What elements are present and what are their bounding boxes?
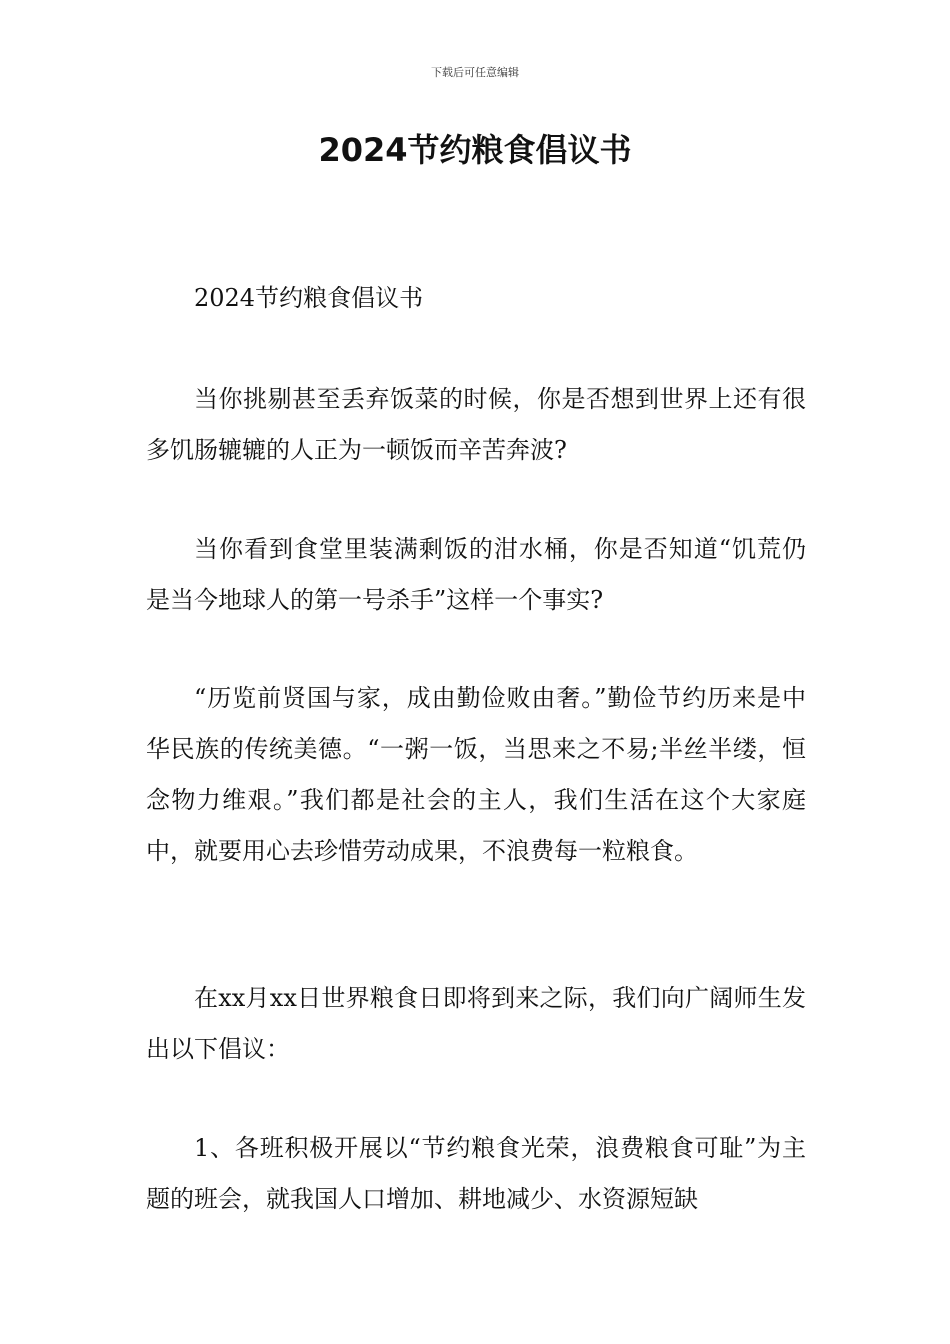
paragraph: 当你看到食堂里装满剩饭的泔水桶，你是否知道“饥荒仍是当今地球人的第一号杀手”这样一个事实? xyxy=(146,535,806,614)
paragraph-block-5 xyxy=(146,1123,806,1225)
paragraph: 当你挑剔甚至丢弃饭菜的时候，你是否想到世界上还有很多饥肠辘辘的人正为一顿饭而辛苦奔波? xyxy=(146,385,806,464)
paragraph-block-1 xyxy=(146,374,806,476)
paragraph: 1、各班积极开展以“节约粮食光荣，浪费粮食可耻”为主题的班会，就我国人口增加、耕地减少、水资源短缺 xyxy=(146,1134,806,1213)
document-title: 2024节约粮食倡议书 xyxy=(318,131,632,169)
document-subtitle: 2024节约粮食倡议书 xyxy=(194,284,424,312)
paragraph-block-2 xyxy=(146,524,806,626)
paragraph: “历览前贤国与家，成由勤俭败由奢。”勤俭节约历来是中华民族的传统美德。“一粥一饭，当思来之不易;半丝半缕，恒念物力维艰。”我们都是社会的主人，我们生活在这个大家庭中，就要用心去珍惜劳动成果，不浪费每一粒粮食。 xyxy=(146,684,806,865)
paragraph-block-3 xyxy=(146,673,806,877)
subtitle-block xyxy=(146,273,806,324)
header-note: 下载后可任意编辑 xyxy=(431,66,519,79)
paragraph-block-4 xyxy=(146,973,806,1075)
paragraph: 在xx月xx日世界粮食日即将到来之际，我们向广阔师生发出以下倡议： xyxy=(146,984,806,1063)
